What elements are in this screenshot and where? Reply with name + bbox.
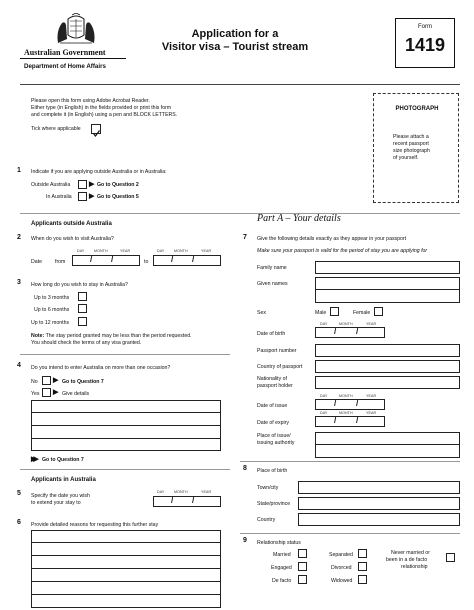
date-separator: /	[111, 255, 114, 264]
section-rule	[240, 461, 460, 462]
arrow-right-icon: ▶	[53, 377, 59, 384]
q3-12-months-checkbox[interactable]	[78, 317, 87, 326]
nationality-label-2: passport holder	[257, 383, 293, 389]
q4-no-checkbox[interactable]	[42, 376, 51, 385]
expiry-day-label: DAY	[320, 411, 328, 415]
section-rule	[20, 469, 230, 470]
q4-yes-label: Yes	[31, 391, 40, 397]
sex-label: Sex	[257, 310, 266, 316]
q5-date-field[interactable]	[153, 496, 221, 507]
country-of-passport-field[interactable]	[315, 360, 460, 373]
dob-year-label: YEAR	[366, 322, 377, 326]
given-names-field-2[interactable]	[315, 290, 460, 303]
intro-line2: Either type (in English) in the fields provided or print this form	[31, 105, 172, 111]
q3-opt3-label: Up to 12 months	[31, 320, 70, 326]
q4-number: 4	[17, 362, 21, 369]
given-names-label: Given names	[257, 281, 288, 287]
passport-number-label: Passport number	[257, 348, 297, 354]
q5-month-label: MONTH	[174, 490, 188, 494]
date-of-issue-label: Date of issue	[257, 403, 288, 409]
never-married-label-3: relationship	[401, 564, 428, 570]
q2-to-day-label: DAY	[157, 249, 165, 253]
tick-example-checkbox	[91, 124, 101, 134]
q4-give-details: Give details	[62, 391, 90, 397]
q8-number: 8	[243, 465, 247, 472]
q5-text2: to extend your stay to	[31, 500, 81, 506]
date-separator: /	[356, 399, 359, 408]
married-label: Married	[273, 552, 291, 558]
divorced-label: Divorced	[331, 565, 352, 571]
expiry-year-label: YEAR	[366, 411, 377, 415]
never-married-checkbox[interactable]	[446, 553, 455, 562]
form-title-line2: Visitor visa – Tourist stream	[161, 41, 309, 53]
q5-day-label: DAY	[157, 490, 165, 494]
q4-no-label: No	[31, 379, 38, 385]
never-married-label-2: been in a de facto	[386, 557, 428, 563]
q6-reasons-field-1[interactable]	[31, 530, 221, 543]
q3-note-text: The stay period granted may be less than the period requested.	[45, 333, 192, 339]
header-rule	[20, 84, 460, 85]
section-rule	[240, 533, 460, 534]
q4-details-field-2[interactable]	[31, 413, 221, 426]
q6-reasons-field-2[interactable]	[31, 543, 221, 556]
header-divider-left	[20, 58, 126, 59]
town-city-field[interactable]	[298, 481, 460, 494]
q3-text: How long do you wish to stay in Australia?	[31, 282, 128, 288]
date-separator: /	[334, 416, 337, 425]
q2-to-month-label: MONTH	[174, 249, 188, 253]
q3-number: 3	[17, 279, 21, 286]
intro-line1: Please open this form using Adobe Acrobat Reader.	[31, 98, 150, 104]
q3-opt2-label: Up to 6 months	[34, 307, 70, 313]
section-rule	[20, 213, 460, 214]
form-number: 1419	[404, 35, 446, 55]
q3-note-line1	[31, 333, 192, 339]
q5-year-label: YEAR	[201, 490, 212, 494]
q6-reasons-field-6[interactable]	[31, 595, 221, 608]
date-separator: /	[334, 399, 337, 408]
q2-to-label: to	[144, 259, 149, 265]
date-separator: /	[192, 496, 195, 505]
q1-inside-label: In Australia	[46, 194, 72, 200]
q6-reasons-field-3[interactable]	[31, 556, 221, 569]
q6-text: Provide detailed reasons for requesting this further stay	[31, 522, 159, 528]
nationality-label-1: Nationality of	[257, 376, 287, 382]
q4-details-field-1[interactable]	[31, 400, 221, 413]
dob-month-label: MONTH	[339, 322, 353, 326]
widowed-checkbox[interactable]	[358, 575, 367, 584]
q6-reasons-field-5[interactable]	[31, 582, 221, 595]
male-label: Male	[315, 310, 327, 316]
engaged-checkbox[interactable]	[298, 562, 307, 571]
q2-to-year-label: YEAR	[201, 249, 212, 253]
date-separator: /	[334, 327, 337, 336]
q2-from-month-label: MONTH	[94, 249, 108, 253]
q1-goto-q5: Go to Question 5	[97, 194, 139, 200]
q2-from-label: from	[55, 259, 66, 265]
place-of-issue-field-1[interactable]	[315, 432, 460, 445]
q3-note-line2: You should check the terms of any visa granted.	[31, 340, 142, 346]
q1-number: 1	[17, 167, 21, 174]
q2-to-date-field[interactable]	[153, 255, 221, 266]
issue-day-label: DAY	[320, 394, 328, 398]
photo-box	[373, 93, 459, 203]
government-name: Australian Government	[24, 48, 106, 57]
de-facto-label: De facto	[272, 578, 292, 584]
passport-number-field[interactable]	[315, 344, 460, 357]
q9-text: Relationship status	[257, 540, 301, 546]
place-of-issue-field-2[interactable]	[315, 445, 460, 458]
male-checkbox[interactable]	[330, 307, 339, 316]
q5-number: 5	[17, 490, 21, 497]
q4-goto-q7: Go to Question 7	[62, 379, 104, 385]
country-of-birth-label: Country	[257, 517, 276, 523]
q7-text: Give the following details exactly as they appear in your passport	[257, 236, 407, 242]
date-separator: /	[171, 496, 174, 505]
q5-text1: Specify the date you wish	[31, 493, 90, 499]
photo-text-1: Please attach a	[393, 134, 429, 140]
town-city-label: Town/city	[257, 485, 279, 491]
q7-italic-note: Make sure your passport is valid for the period of stay you are applying for	[257, 248, 428, 254]
state-province-field[interactable]	[298, 497, 460, 510]
date-of-expiry-field[interactable]	[315, 416, 385, 427]
q1-outside-checkbox[interactable]	[78, 180, 87, 189]
q2-from-year-label: YEAR	[120, 249, 131, 253]
divorced-checkbox[interactable]	[358, 562, 367, 571]
q9-number: 9	[243, 537, 247, 544]
double-arrow-icon: ▶▶	[31, 456, 36, 463]
q2-from-day-label: DAY	[77, 249, 85, 253]
q3-3-months-checkbox[interactable]	[78, 292, 87, 301]
de-facto-checkbox[interactable]	[298, 575, 307, 584]
date-separator: /	[90, 255, 93, 264]
state-province-label: State/province	[257, 501, 291, 507]
issue-month-label: MONTH	[339, 394, 353, 398]
q6-reasons-field-4[interactable]	[31, 569, 221, 582]
never-married-label-1: Never married or	[391, 550, 430, 556]
engaged-label: Engaged	[271, 565, 292, 571]
expiry-month-label: MONTH	[339, 411, 353, 415]
q1-text: Indicate if you are applying outside Australia or in Australia:	[31, 169, 167, 175]
q1-goto-q2: Go to Question 2	[97, 182, 139, 188]
crest-logo	[52, 13, 100, 45]
dob-label: Date of birth	[257, 331, 286, 337]
form-number-box	[395, 18, 455, 68]
section-rule	[20, 354, 230, 355]
female-checkbox[interactable]	[374, 307, 383, 316]
married-checkbox[interactable]	[298, 549, 307, 558]
q3-6-months-checkbox[interactable]	[78, 304, 87, 313]
given-names-field-1[interactable]	[315, 277, 460, 290]
place-of-issue-label-1: Place of issue/	[257, 433, 291, 439]
photo-text-4: of yourself.	[393, 155, 419, 161]
q7-number: 7	[243, 234, 247, 241]
q4-details-field-3[interactable]	[31, 426, 221, 439]
q4-details-field-4[interactable]	[31, 439, 221, 451]
date-separator: /	[192, 255, 195, 264]
form-label: Form	[418, 24, 432, 30]
q3-opt1-label: Up to 3 months	[34, 295, 70, 301]
family-name-label: Family name	[257, 265, 287, 271]
dob-field[interactable]	[315, 327, 385, 338]
tick-label: Tick where applicable	[31, 126, 81, 132]
arrow-right-icon: ▶	[53, 389, 59, 396]
photo-title: PHOTOGRAPH	[395, 106, 439, 112]
intro-line3: and complete it (in English) using a pen and BLOCK LETTERS.	[31, 112, 178, 118]
q4-text: Do you intend to enter Australia on more than one occasion?	[31, 365, 171, 371]
date-separator: /	[171, 255, 174, 264]
date-separator: /	[356, 327, 359, 336]
form-title-line1: Application for a	[191, 28, 279, 40]
check-icon	[92, 129, 101, 138]
department-name: Department of Home Affairs	[24, 63, 106, 70]
q1-inside-checkbox[interactable]	[78, 192, 87, 201]
separated-checkbox[interactable]	[358, 549, 367, 558]
arrow-right-icon: ▶	[89, 193, 95, 200]
country-of-passport-label: Country of passport	[257, 364, 303, 370]
q8-text: Place of birth	[257, 468, 288, 474]
q4-yes-checkbox[interactable]	[42, 388, 51, 397]
issue-year-label: YEAR	[366, 394, 377, 398]
q2-date-label: Date	[31, 259, 42, 265]
arrow-right-icon: ▶	[89, 181, 95, 188]
photo-text-2: recent passport	[393, 141, 429, 147]
widowed-label: Widowed	[331, 578, 353, 584]
q3-note-label: Note:	[31, 333, 45, 339]
country-of-birth-field[interactable]	[298, 513, 460, 526]
q2-text: When do you wish to visit Australia?	[31, 236, 114, 242]
q1-outside-label: Outside Australia	[31, 182, 71, 188]
nationality-field[interactable]	[315, 376, 460, 389]
q2-from-date-field[interactable]	[72, 255, 140, 266]
date-of-issue-field[interactable]	[315, 399, 385, 410]
female-label: Female	[353, 310, 371, 316]
date-separator: /	[356, 416, 359, 425]
photo-text-3: size photograph	[393, 148, 430, 154]
place-of-issue-label-2: issuing authority	[257, 440, 295, 446]
section-in-heading: Applicants in Australia	[31, 477, 96, 483]
q2-number: 2	[17, 234, 21, 241]
separated-label: Separated	[329, 552, 353, 558]
family-name-field[interactable]	[315, 261, 460, 274]
dob-day-label: DAY	[320, 322, 328, 326]
section-outside-heading: Applicants outside Australia	[31, 221, 112, 227]
q6-number: 6	[17, 519, 21, 526]
part-a-title: Part A – Your details	[257, 213, 341, 224]
q4-goto-q7-after: Go to Question 7	[42, 457, 84, 463]
date-of-expiry-label: Date of expiry	[257, 420, 290, 426]
